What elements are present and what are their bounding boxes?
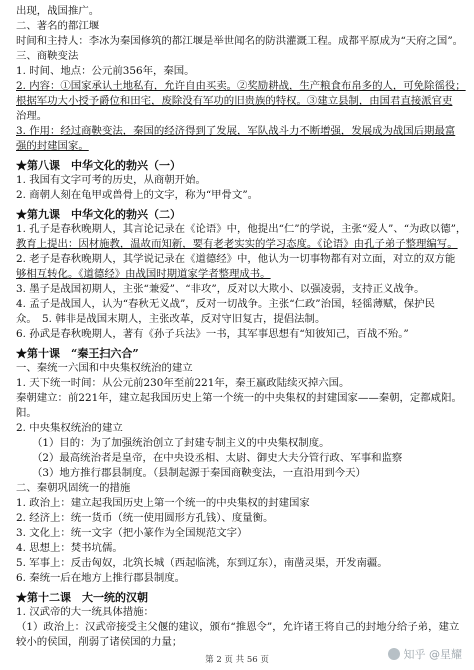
page-footer: 第 2 页 共 56 页 xyxy=(205,655,269,665)
text-line: 时间和主持人：李冰为秦国修筑的都江堰是举世闻名的防洪灌溉工程。成都平原成为“天府之国”。 xyxy=(16,35,464,47)
text-line: 3. 墨子是战国初期人，主张“兼爱”、“非攻”，反对以大欺小、以强凌弱，支持正义战争。 xyxy=(16,283,425,295)
text-line: 出现，战国推广。 xyxy=(16,5,100,17)
text-line: 根据军功大小授予爵位和田宅，废除没有军功的旧贵族的特权。③建立县制，由国君直接派官吏 xyxy=(16,95,453,107)
section-heading: ★第九课 中华文化的勃兴（二） xyxy=(16,208,181,221)
text-line: 秦朝建立：前221年，建立起我国历史上第一个统一的中央集权的封建国家——秦朝，定都咸阳。 xyxy=(16,392,462,404)
text-line: 二、秦朝巩固统一的措施 xyxy=(16,482,131,494)
text-line: 2. 老子是春秋晚期人，其学说记录在《道德经》中，他认为一切事物都有对立面，对立的双方能 xyxy=(16,253,456,265)
text-line: 2. 内容：①国家承认土地私有，允许自由买卖。②奖励耕战，生产粮食布帛多的人，可免除徭役； xyxy=(16,80,466,92)
text-line: 二、著名的都江堰 xyxy=(16,20,100,32)
text-line: 1. 天下统一时间：从公元前230年至前221年，秦王嬴政陆续灭掉六国。 xyxy=(16,377,350,389)
watermark xyxy=(388,646,463,662)
text-line: 1. 政治上：建立起我国历史上第一个统一的中央集权的封建国家 xyxy=(16,497,310,509)
text-line: 众。 5. 韩非是战国末期人，主张改革，反对守旧复古，提倡法制。 xyxy=(16,313,326,325)
text-line: 3. 作用：经过商鞅变法，秦国的经济得到了发展，军队战斗力不断增强，发展成为战国后期最富 xyxy=(16,125,456,137)
text-line: 6. 孙武是春秋晚期人，著有《孙子兵法》一书，其军事思想有“知彼知己，百战不殆。” xyxy=(16,328,409,340)
text-line: 三、商鞅变法 xyxy=(16,50,79,62)
text-line: （1）目的：为了加强统治创立了封建专制主义的中央集权制度。 xyxy=(32,437,330,449)
text-line: 2. 中央集权统治的建立 xyxy=(16,422,123,434)
text-line: 阳。 xyxy=(16,407,37,419)
text-line: 教育上提出：因材施教，温故而知新，要有老老实实的学习态度。《论语》由孔子弟子整理编写。 xyxy=(16,238,458,250)
text-line: 2. 经济上：统一货币（统一使用圆形方孔钱）、度量衡。 xyxy=(16,512,274,524)
text-line: 1. 汉武帝的大一统具体措施： xyxy=(16,606,154,618)
avatar-icon xyxy=(388,648,400,660)
text-line: 5. 军事上：反击匈奴，北筑长城（西起临洮，东到辽东），南凿灵渠，开发南疆。 xyxy=(16,557,388,569)
text-line: 1. 孔子是春秋晚期人，其言论记录在《论语》中，他提出“仁”的学说，主张“爱人”、“为政以德”， xyxy=(16,223,466,235)
text-line: 较小的侯国，削弱了诸侯国的力量； xyxy=(16,636,183,648)
text-line: 1. 我国有文字可考的历史，从商朝开始。 xyxy=(16,174,206,186)
text-line: 6. 秦统一后在地方上推行郡县制度。 xyxy=(16,572,186,584)
text-line: 治理。 xyxy=(16,110,48,122)
text-line: 一、秦统一六国和中央集权统治的建立 xyxy=(16,362,193,374)
text-line: 4. 孟子是战国人，认为“春秋无义战”，反对一切战争。主张“仁政”治国，轻徭薄赋，保护民 xyxy=(16,298,435,310)
text-line: （2）最高统治者是皇帝，在中央设丞相、太尉、御史大夫分管行政、军事和监察 xyxy=(32,452,403,464)
text-line: （3）地方推行郡县制度。（县制起源于秦国商鞅变法，一直沿用到今天） xyxy=(32,467,366,479)
text-line: （1）政治上：汉武帝接受主父偃的建议，颁布“推恩令”，允许诸王将自己的封地分给子弟，建立 xyxy=(16,621,460,633)
text-line: 强的封建国家。 xyxy=(16,140,89,152)
text-line: 4. 思想上：焚书坑儒。 xyxy=(16,542,123,554)
text-line: 2. 商朝人刻在龟甲或兽骨上的文字，称为“甲骨文”。 xyxy=(16,189,259,201)
text-line: 1. 时间、地点：公元前356年，秦国。 xyxy=(16,65,195,77)
text-line: 3. 文化上：统一文字（把小篆作为全国规范文字） xyxy=(16,527,248,539)
watermark-text: 知乎 @星耀 xyxy=(403,648,462,661)
section-heading: ★第十课 “秦王扫六合” xyxy=(16,347,139,360)
section-heading: ★第十二课 大一统的汉朝 xyxy=(16,591,148,604)
text-line: 够相互转化。《道德经》由战国时期道家学者整理成书。 xyxy=(16,268,271,280)
section-heading: ★第八课 中华文化的勃兴（一） xyxy=(16,159,181,172)
